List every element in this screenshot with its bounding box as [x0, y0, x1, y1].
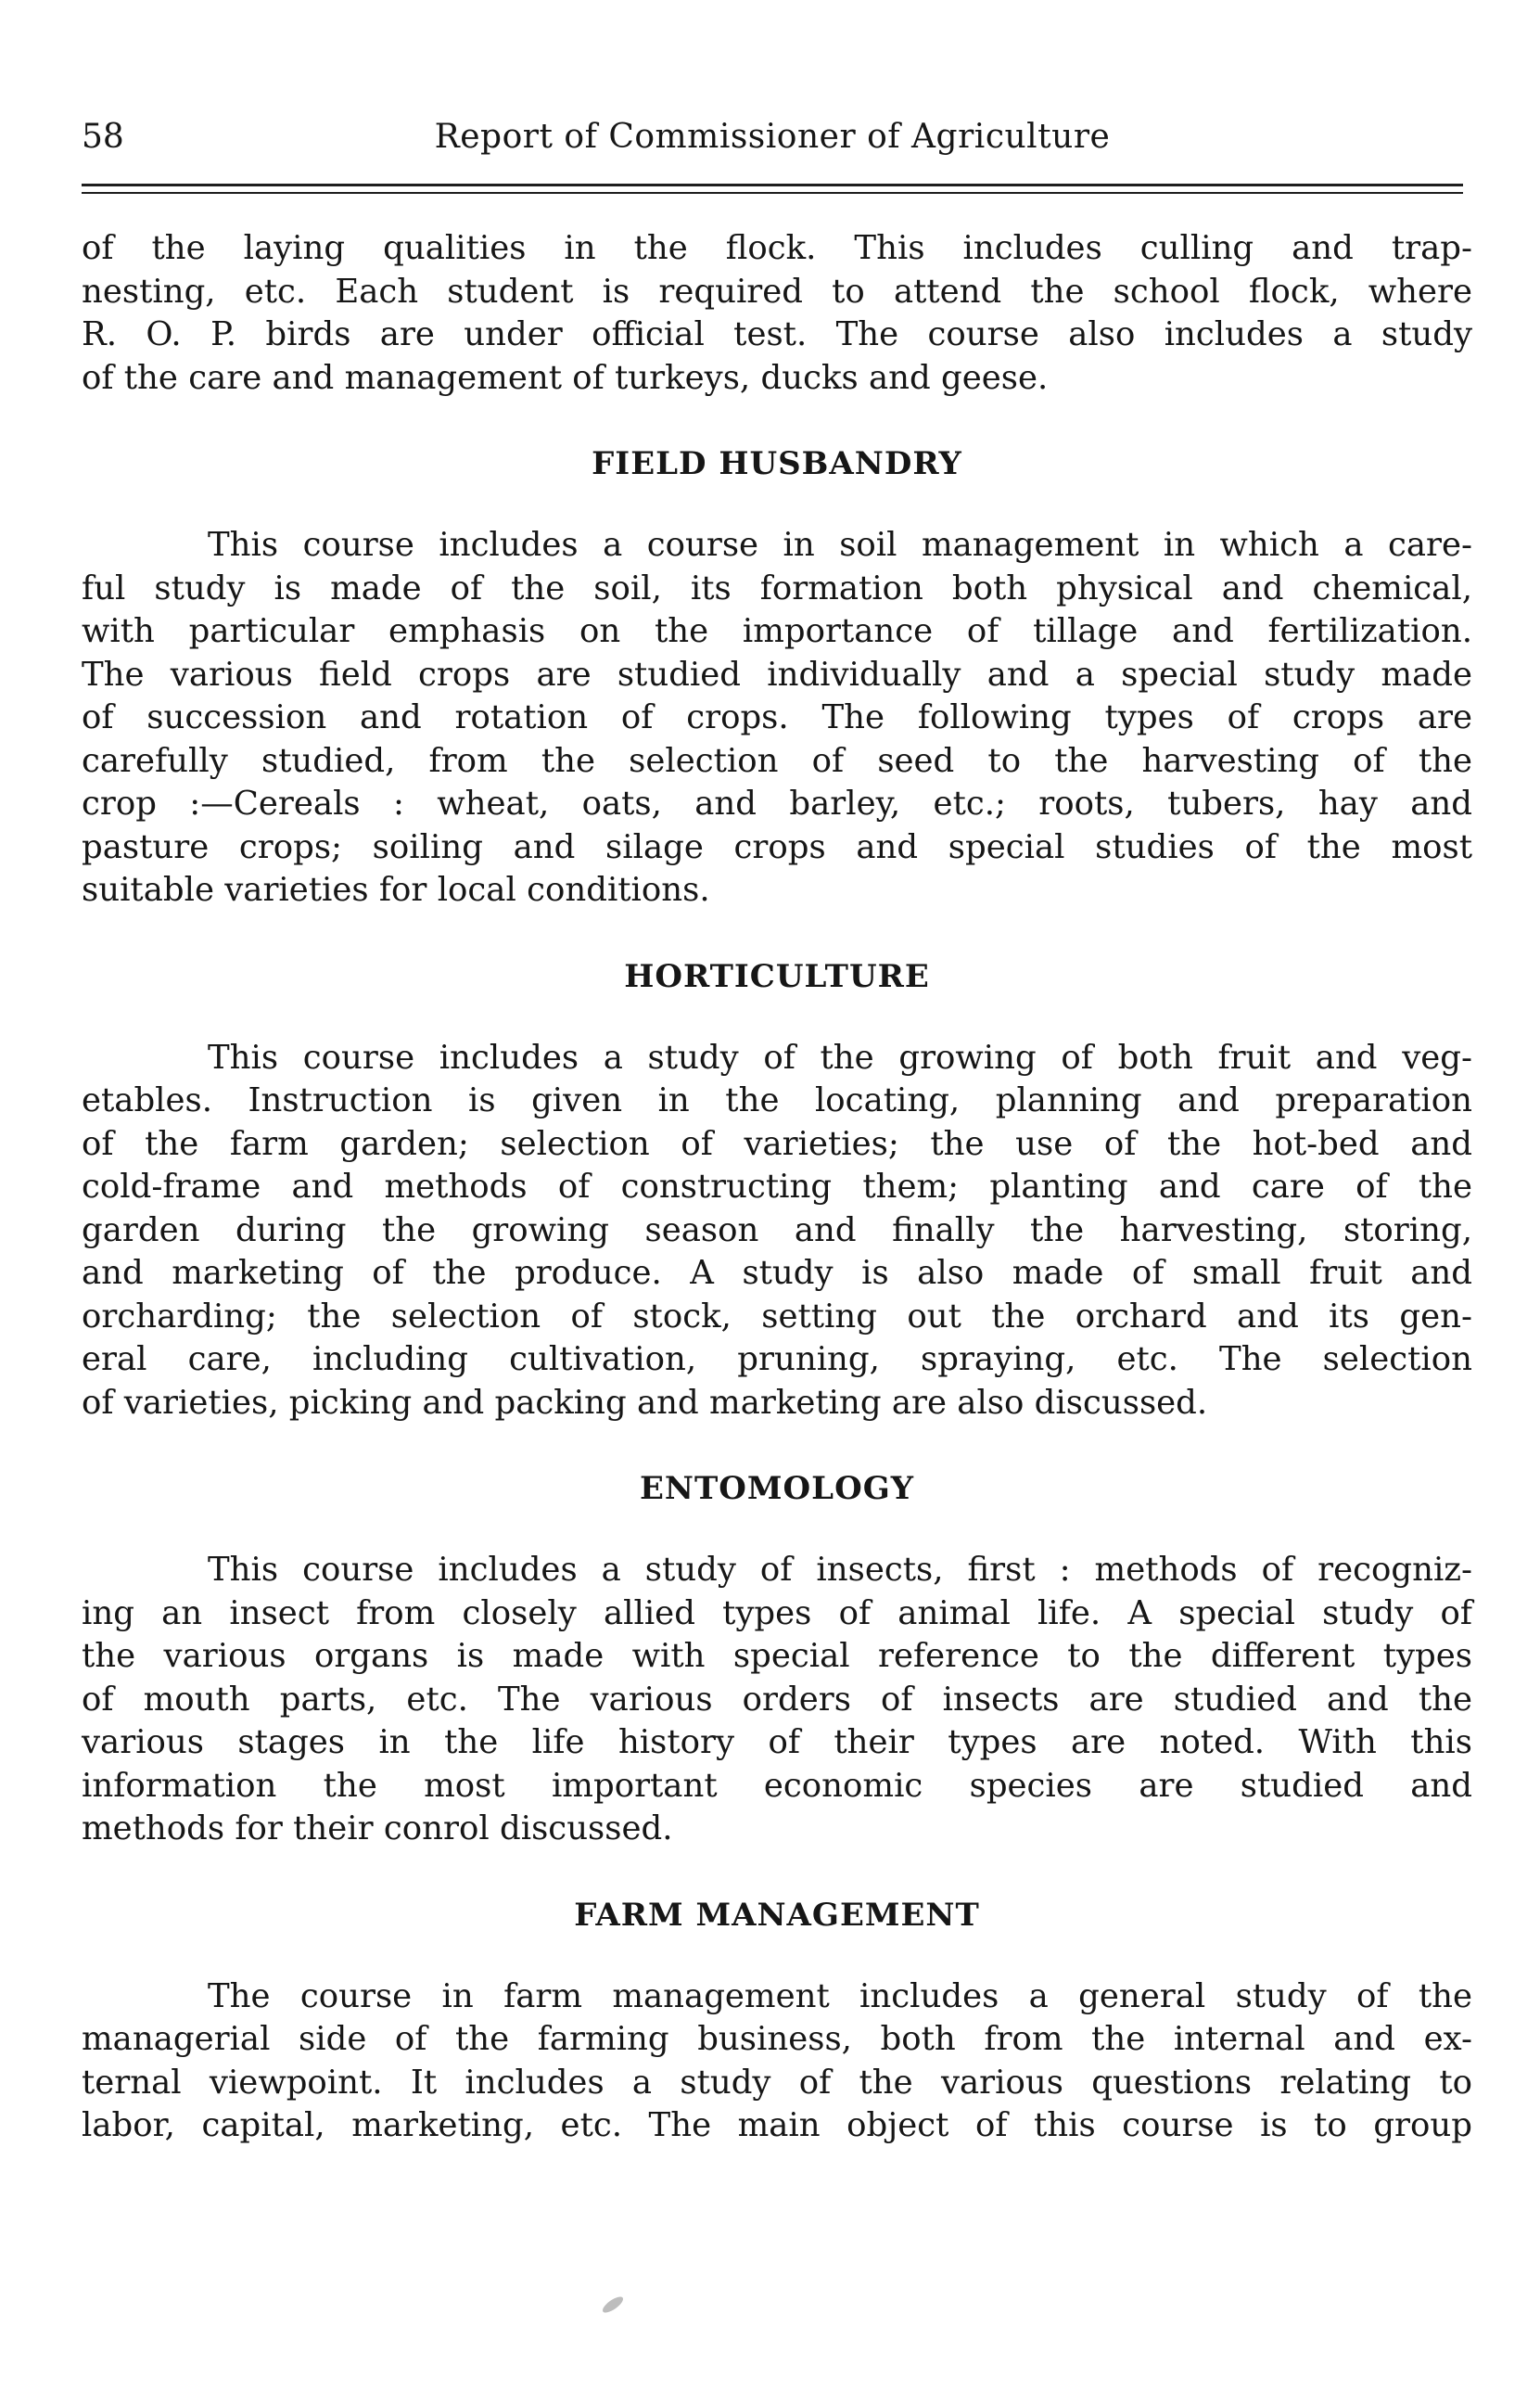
text-line: methods for their conrol discussed.: [82, 1809, 673, 1847]
text-line: The course in farm management includes a general study of the: [208, 1976, 1472, 2015]
text-line: ful study is made of the soil, its formation both physical and chemical,: [82, 569, 1472, 607]
text-line: of varieties, picking and packing and marketing are also discussed.: [82, 1383, 1208, 1422]
section-heading-entomology: ENTOMOLOGY: [640, 1470, 914, 1507]
text-line: managerial side of the farming business, both from the internal and ex-: [82, 2020, 1472, 2058]
section-heading-field-husbandry: FIELD HUSBANDRY: [592, 445, 962, 482]
field-husbandry-paragraph: [82, 524, 1472, 913]
text-line: ternal viewpoint. It includes a study of the various questions relating to: [82, 2063, 1472, 2102]
text-line: This course includes a course in soil management in which a care-: [208, 526, 1472, 564]
page-header: [82, 109, 1463, 165]
running-title: Report of Commissioner of Agriculture: [434, 118, 1111, 156]
text-line: pasture crops; soiling and silage crops and special studies of the most: [82, 827, 1472, 866]
header-rule-top: [82, 184, 1463, 186]
text-line: This course includes a study of insects, first : methods of recogniz-: [208, 1551, 1472, 1589]
text-line: ing an insect from closely allied types of animal life. A special study of: [82, 1593, 1472, 1632]
paper-speck: [600, 2294, 625, 2315]
text-line: information the most important economic species are studied and: [82, 1766, 1472, 1805]
text-line: of the farm garden; selection of varieties; the use of the hot-bed and: [82, 1124, 1472, 1163]
text-line: The various field crops are studied individually and a special study made: [82, 655, 1472, 694]
text-line: suitable varieties for local conditions.: [82, 871, 710, 909]
text-line: orcharding; the selection of stock, setting out the orchard and its gen-: [82, 1297, 1472, 1336]
text-line: of mouth parts, etc. The various orders of insects are studied and the: [82, 1680, 1472, 1719]
entomology-paragraph: [82, 1549, 1472, 1851]
text-line: labor, capital, marketing, etc. The main object of this course is to group: [82, 2106, 1472, 2144]
text-line: crop :—Cereals : wheat, oats, and barley, etc.; roots, tubers, hay and: [82, 785, 1472, 823]
text-line: etables. Instruction is given in the locating, planning and preparation: [82, 1081, 1472, 1119]
text-line: garden during the growing season and finally the harvesting, storing,: [82, 1210, 1472, 1249]
intro-paragraph: [82, 227, 1472, 400]
text-line: carefully studied, from the selection of seed to the harvesting of the: [82, 741, 1472, 780]
header-rule-bottom: [82, 192, 1463, 194]
horticulture-paragraph: [82, 1037, 1472, 1425]
text-line: various stages in the life history of their types are noted. With this: [82, 1723, 1472, 1761]
text-line: This course includes a study of the growing of both fruit and veg-: [208, 1038, 1472, 1077]
text-line: of succession and rotation of crops. The following types of crops are: [82, 698, 1472, 736]
text-line: of the care and management of turkeys, ducks and geese.: [82, 358, 1049, 397]
page-number: 58: [82, 118, 124, 156]
text-line: with particular emphasis on the importance of tillage and fertilization.: [82, 612, 1472, 650]
text-line: and marketing of the produce. A study is also made of small fruit and: [82, 1254, 1472, 1292]
section-heading-farm-management: FARM MANAGEMENT: [574, 1896, 980, 1934]
text-line: nesting, etc. Each student is required to attend the school flock, where: [82, 272, 1472, 311]
text-line: of the laying qualities in the flock. This includes culling and trap-: [82, 229, 1472, 267]
farm-management-paragraph: [82, 1975, 1472, 2148]
page-body: [82, 227, 1472, 2148]
text-line: eral care, including cultivation, pruning, spraying, etc. The selection: [82, 1340, 1472, 1378]
text-line: cold-frame and methods of constructing them; planting and care of the: [82, 1168, 1472, 1206]
section-heading-horticulture: HORTICULTURE: [624, 957, 930, 995]
text-line: the various organs is made with special reference to the different types: [82, 1637, 1472, 1675]
text-line: R. O. P. birds are under official test. The course also includes a study: [82, 315, 1472, 353]
